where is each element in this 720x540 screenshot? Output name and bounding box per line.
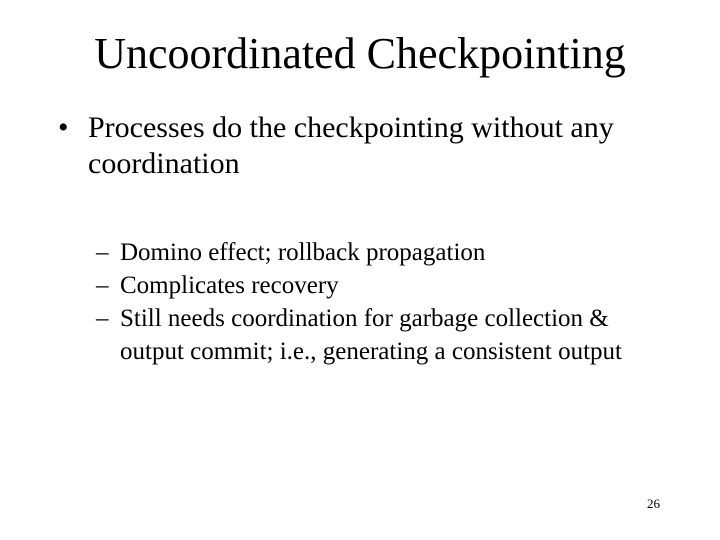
sub-bullet-list — [96, 236, 676, 368]
slide-title: Uncoordinated Checkpointing — [94, 29, 626, 78]
bullet-item — [58, 110, 678, 182]
sub-bullet-marker: – — [96, 272, 109, 299]
sub-bullet-marker: – — [96, 239, 109, 266]
sub-bullet-text: Complicates recovery — [120, 272, 339, 299]
bullet-text: Processes do the checkpointing without any coordination — [88, 111, 614, 180]
page-number: 26 — [647, 496, 660, 511]
sub-bullet-item — [96, 236, 676, 269]
sub-bullet-item — [96, 302, 676, 368]
sub-bullet-text: Domino effect; rollback propagation — [120, 239, 486, 266]
sub-bullet-marker: – — [96, 305, 109, 332]
sub-bullet-item — [96, 269, 676, 302]
bullet-marker: • — [58, 111, 69, 144]
sub-bullet-text: Still needs coordination for garbage collection & output commit; i.e., generating a consistent output — [120, 305, 622, 365]
